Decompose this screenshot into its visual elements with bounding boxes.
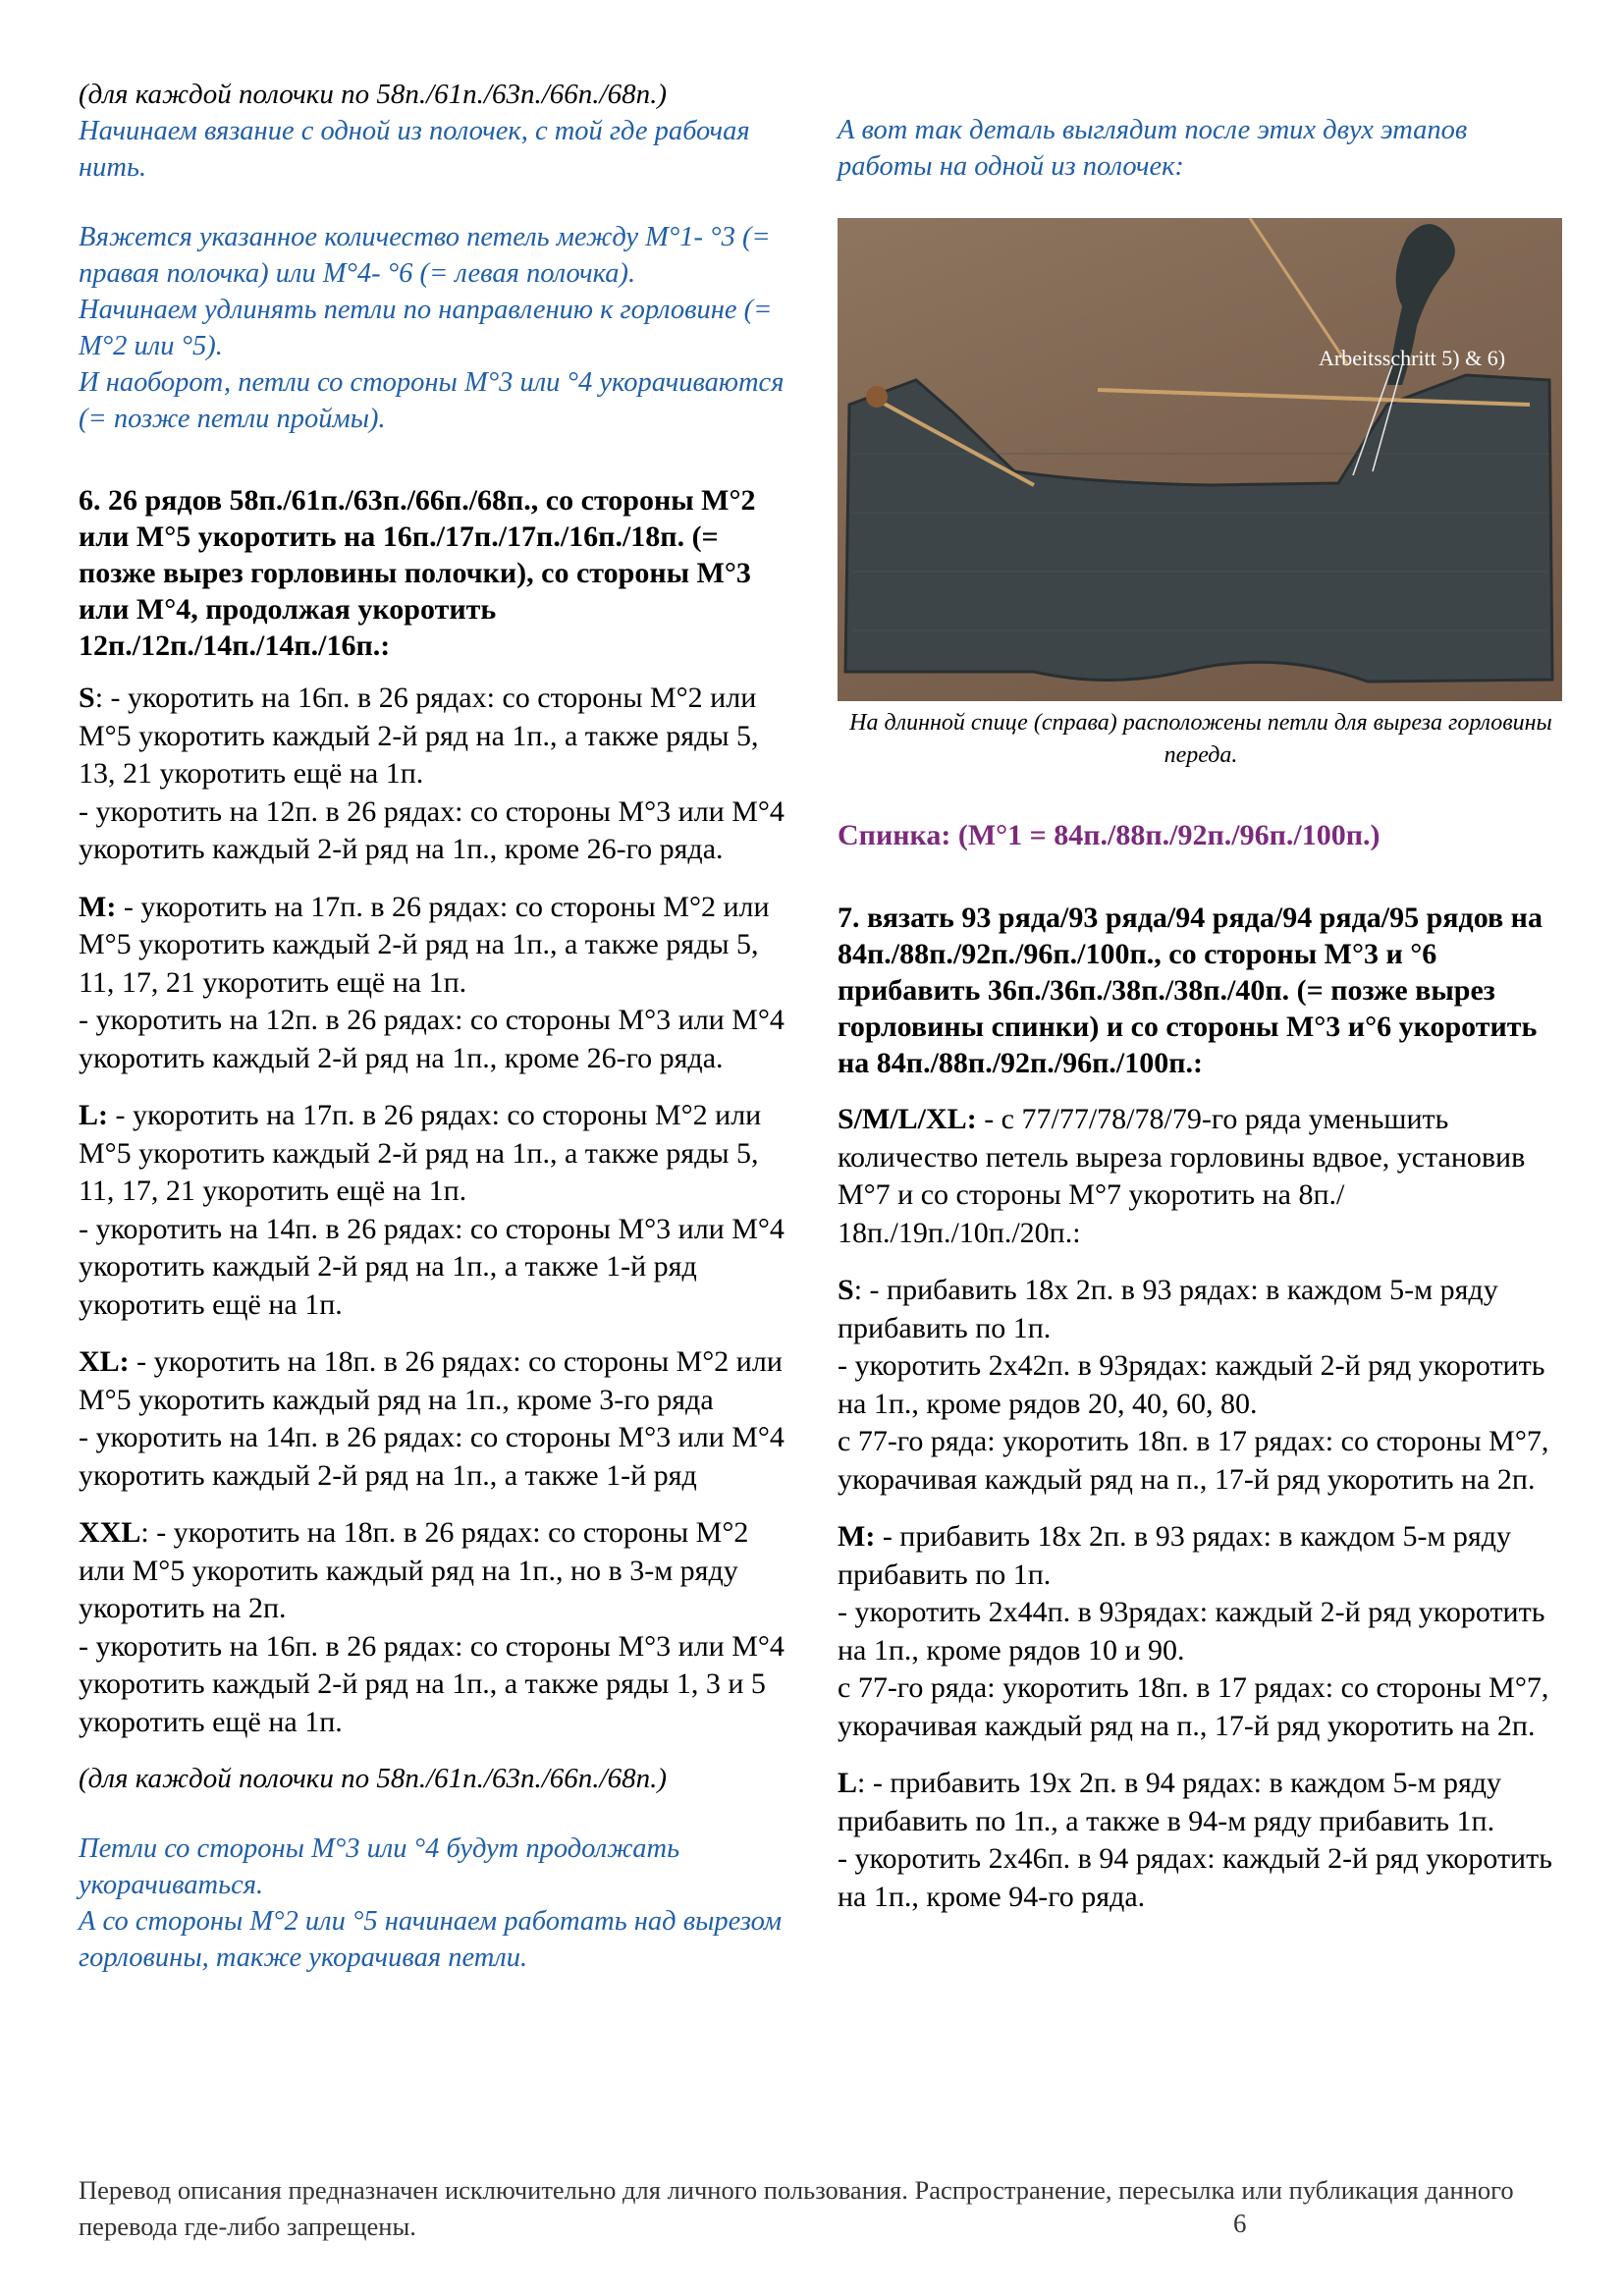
intro-size-note: (для каждой полочки по 58п./61п./63п./66п./68п.) — [79, 79, 668, 110]
step6-heading: 6. 26 рядов 58п./61п./63п./66п./68п., со стороны М°2 или М°5 укоротить на 16п./17п./17п./16п./18п. (= позже вырез горловины полочки), со стороны М°3 или М°4, продолжая укоротить 12п./12п./14п./14п./16п.: — [79, 484, 756, 662]
size-line: с 77-го ряда: укоротить 18п. в 17 рядах: со стороны М°7, укорачивая каждый ряд на п., 17-й ряд укоротить на 2п. — [838, 1671, 1549, 1742]
page-number: 6 — [1233, 2209, 1247, 2238]
size-block-m — [79, 889, 800, 1078]
size-line: - укоротить 2х42п. в 93рядах: каждый 2-й ряд укоротить на 1п., кроме рядов 20, 40, 60, 80. — [838, 1349, 1545, 1420]
size-label: XL: — [79, 1345, 130, 1378]
size-line: - прибавить 19х 2п. в 94 рядах: в каждом 5-м ряду прибавить по 1п., а также в 94-м ряду прибавить 1п. — [838, 1767, 1502, 1837]
knitting-photo — [838, 218, 1562, 701]
size-label: M: — [838, 1520, 876, 1553]
back-size-block-m — [838, 1518, 1564, 1745]
size-label: S — [838, 1274, 854, 1306]
right-column — [838, 77, 1564, 1916]
step7-heading: 7. вязать 93 ряда/93 ряда/94 ряда/94 ряда/95 рядов на 84п./88п./92п./96п./100п., со стороны М°3 и °6 прибавить 36п./36п./38п./38п./40п. (= позже вырез горловины спинки) и со стороны М°3 и°6 укоротить на 84п./88п./92п./96п./100п.: — [838, 902, 1543, 1079]
instruction-note-line: Вяжется указанное количество петель между М°1- °3 (= правая полочка) или М°4- °6 (= левая полочка). — [79, 222, 771, 289]
continue-note-line: А со стороны М°2 или °5 начинаем работать над вырезом горловины, также укорачивая петли. — [79, 1906, 783, 1973]
knitted-piece-illustration — [838, 218, 1562, 701]
size-line: - укоротить на 17п. в 26 рядах: со стороны М°2 или М°5 укоротить каждый 2-й ряд на 1п., а также ряды 5, 11, 17, 21 укоротить ещё на 1п. — [79, 890, 770, 999]
smlxl-block — [838, 1101, 1564, 1252]
footer-disclaimer: Перевод описания предназначен исключительно для личного пользования. Распространение, пересылка или публикация данного перевода где-либо запрещены. — [79, 2175, 1514, 2241]
back-size-block-l: L: - прибавить 19х 2п. в 94 рядах: в каждом 5-м ряду прибавить по 1п., а также в 94-м ряду прибавить 1п. - укоротить 2х46п. в 94 рядах: каждый 2-й ряд укоротить на 1п., кроме 94-го ряда. — [838, 1765, 1564, 1916]
size-label: S — [79, 682, 95, 714]
size-label: L — [838, 1767, 858, 1799]
back-heading: Спинка: (М°1 = 84п./88п./92п./96п./100п.) — [838, 819, 1380, 851]
size-block-xl — [79, 1343, 800, 1495]
back-size-block-s: S: - прибавить 18х 2п. в 93 рядах: в каждом 5-м ряду прибавить по 1п. - укоротить 2х42п. в 93рядах: каждый 2-й ряд укоротить на 1п., кроме рядов 20, 40, 60, 80. с 77-го ряда: укоротить 18п. в 17 рядах: со стороны М°7, укорачивая каждый ряд на п., 17-й ряд укоротить на 2п. — [838, 1272, 1564, 1499]
size-line: - укоротить на 14п. в 26 рядах: со стороны М°3 или М°4 укоротить каждый 2-й ряд на 1п., а также 1-й ряд — [79, 1421, 785, 1492]
photo-caption: На длинной спице (справа) расположены петли для выреза горловины переда. — [849, 710, 1552, 768]
size-label: XXL — [79, 1516, 141, 1549]
size-line: - укоротить на 16п. в 26 рядах: со стороны М°3 или М°4 укоротить каждый 2-й ряд на 1п., а также ряды 1, 3 и 5 укоротить ещё на 1п. — [79, 1629, 785, 1738]
size-line: - прибавить 18х 2п. в 93 рядах: в каждом 5-м ряду прибавить по 1п. — [838, 1520, 1511, 1591]
size-line: - укоротить на 12п. в 26 рядах: со стороны М°3 или М°4 укоротить каждый 2-й ряд на 1п., кроме 26-го ряда. — [79, 794, 785, 865]
size-line: - укоротить на 16п. в 26 рядах: со стороны М°2 или М°5 укоротить каждый 2-й ряд на 1п., а также ряды 5, 13, 21 укоротить ещё на 1п. — [79, 682, 759, 790]
outro-size-note: (для каждой полочки по 58п./61п./63п./66п./68п.) — [79, 1763, 668, 1794]
size-block-s: S: - укоротить на 16п. в 26 рядах: со стороны М°2 или М°5 укоротить каждый 2-й ряд на 1п., а также ряды 5, 13, 21 укоротить ещё на 1п. - укоротить на 12п. в 26 рядах: со стороны М°3 или М°4 укоротить каждый 2-й ряд на 1п., кроме 26-го ряда. — [79, 680, 800, 869]
size-line: - укоротить на 18п. в 26 рядах: со стороны М°2 или М°5 укоротить каждый ряд на 1п., кроме 3-го ряда — [79, 1345, 783, 1416]
size-line: - прибавить 18х 2п. в 93 рядах: в каждом 5-м ряду прибавить по 1п. — [838, 1274, 1498, 1344]
size-line: с 77-го ряда: укоротить 18п. в 17 рядах: со стороны М°7, укорачивая каждый ряд на п., 17-й ряд укоротить на 2п. — [838, 1425, 1549, 1496]
size-label: L: — [79, 1099, 108, 1131]
size-block-l — [79, 1097, 800, 1324]
size-line: - укоротить на 14п. в 26 рядах: со стороны М°3 или М°4 укоротить каждый 2-й ряд на 1п., а также 1-й ряд укоротить ещё на 1п. — [79, 1212, 785, 1321]
size-line: - укоротить на 17п. в 26 рядах: со стороны М°2 или М°5 укоротить каждый 2-й ряд на 1п., а также ряды 5, 11, 17, 21 укоротить ещё на 1п. — [79, 1099, 762, 1207]
size-label: S/M/L/XL: — [838, 1103, 977, 1135]
instruction-note — [79, 219, 800, 437]
size-line: - укоротить 2х46п. в 94 рядах: каждый 2-й ряд укоротить на 1п., кроме 94-го ряда. — [838, 1842, 1552, 1913]
instruction-note-line: Начинаем удлинять петли по направлению к горловине (= М°2 или °5). — [79, 295, 773, 361]
photo-intro-note: А вот так деталь выглядит после этих двух этапов работы на одной из полочек: — [838, 115, 1468, 182]
left-column — [79, 77, 800, 1976]
start-note: Начинаем вязание с одной из полочек, с той где рабочая нить. — [79, 116, 750, 183]
smlxl-text: - с 77/77/78/78/79-го ряда уменьшить количество петель выреза горловины вдвое, установив М°7 и со стороны М°7 укоротить на 8п./ 18п./19п./10п./20п.: — [838, 1103, 1526, 1249]
size-line: - укоротить на 12п. в 26 рядах: со стороны М°3 или М°4 укоротить каждый 2-й ряд на 1п., кроме 26-го ряда. — [79, 1004, 785, 1074]
size-line: - укоротить на 18п. в 26 рядах: со стороны М°2 или М°5 укоротить каждый ряд на 1п., но в 3-м ряду укоротить на 2п. — [79, 1516, 749, 1624]
size-block-xxl: XXL: - укоротить на 18п. в 26 рядах: со стороны М°2 или М°5 укоротить каждый ряд на 1п., но в 3-м ряду укоротить на 2п. - укоротить на 16п. в 26 рядах: со стороны М°3 или М°4 укоротить каждый 2-й ряд на 1п., а также ряды 1, 3 и 5 укоротить ещё на 1п. — [79, 1514, 800, 1741]
continue-note-line: Петли со стороны М°3 или °4 будут продолжать укорачиваться. — [79, 1833, 680, 1900]
size-line: - укоротить 2х44п. в 93рядах: каждый 2-й ряд укоротить на 1п., кроме рядов 10 и 90. — [838, 1596, 1545, 1667]
size-label: M: — [79, 890, 117, 923]
instruction-note-line: И наоборот, петли со стороны М°3 или °4 укорачиваются (= позже петли проймы). — [79, 367, 785, 434]
continue-note — [79, 1831, 800, 1976]
photo-annotation-label: Arbeitsschritt 5) & 6) — [1319, 346, 1506, 370]
